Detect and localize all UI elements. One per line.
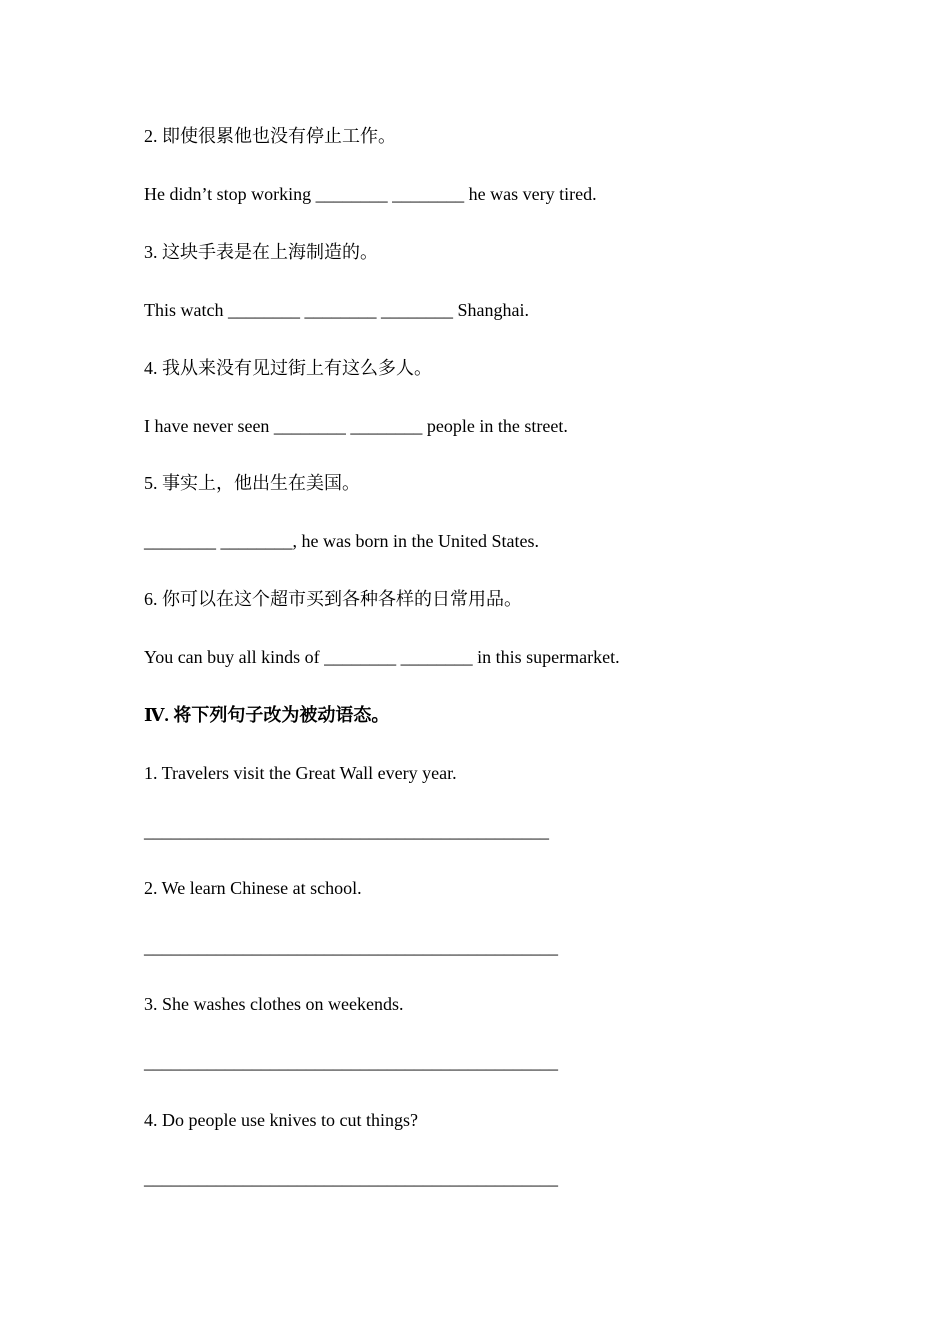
question-2-english: He didn’t stop working ________ ________ he was very tired. xyxy=(144,184,597,204)
question-5-chinese: 5. 事实上，他出生在美国。 xyxy=(144,473,360,493)
question-6-english: You can buy all kinds of ________ ________ in this supermarket. xyxy=(144,647,620,667)
question-3-chinese: 3. 这块手表是在上海制造的。 xyxy=(144,242,378,262)
answer-line-1: _____________________________________________ xyxy=(144,821,549,841)
question-5-english: ________ ________, he was born in the United States. xyxy=(144,531,539,551)
question-6-chinese: 6. 你可以在这个超市买到各种各样的日常用品。 xyxy=(144,589,522,609)
answer-line-4: ______________________________________________ xyxy=(144,1168,558,1188)
passive-question-1: 1. Travelers visit the Great Wall every year. xyxy=(144,763,457,783)
question-2-chinese: 2. 即使很累他也没有停止工作。 xyxy=(144,126,396,146)
question-4-english: I have never seen ________ ________ people in the street. xyxy=(144,416,568,436)
section-iv-heading: Ⅳ. 将下列句子改为被动语态。 xyxy=(144,705,390,725)
answer-line-2: ______________________________________________ xyxy=(144,937,558,957)
passive-question-3: 3. She washes clothes on weekends. xyxy=(144,994,404,1014)
passive-question-2: 2. We learn Chinese at school. xyxy=(144,878,362,898)
question-4-chinese: 4. 我从来没有见过街上有这么多人。 xyxy=(144,358,432,378)
passive-question-4: 4. Do people use knives to cut things? xyxy=(144,1110,418,1130)
question-3-english: This watch ________ ________ ________ Shanghai. xyxy=(144,300,529,320)
answer-line-3: ______________________________________________ xyxy=(144,1052,558,1072)
